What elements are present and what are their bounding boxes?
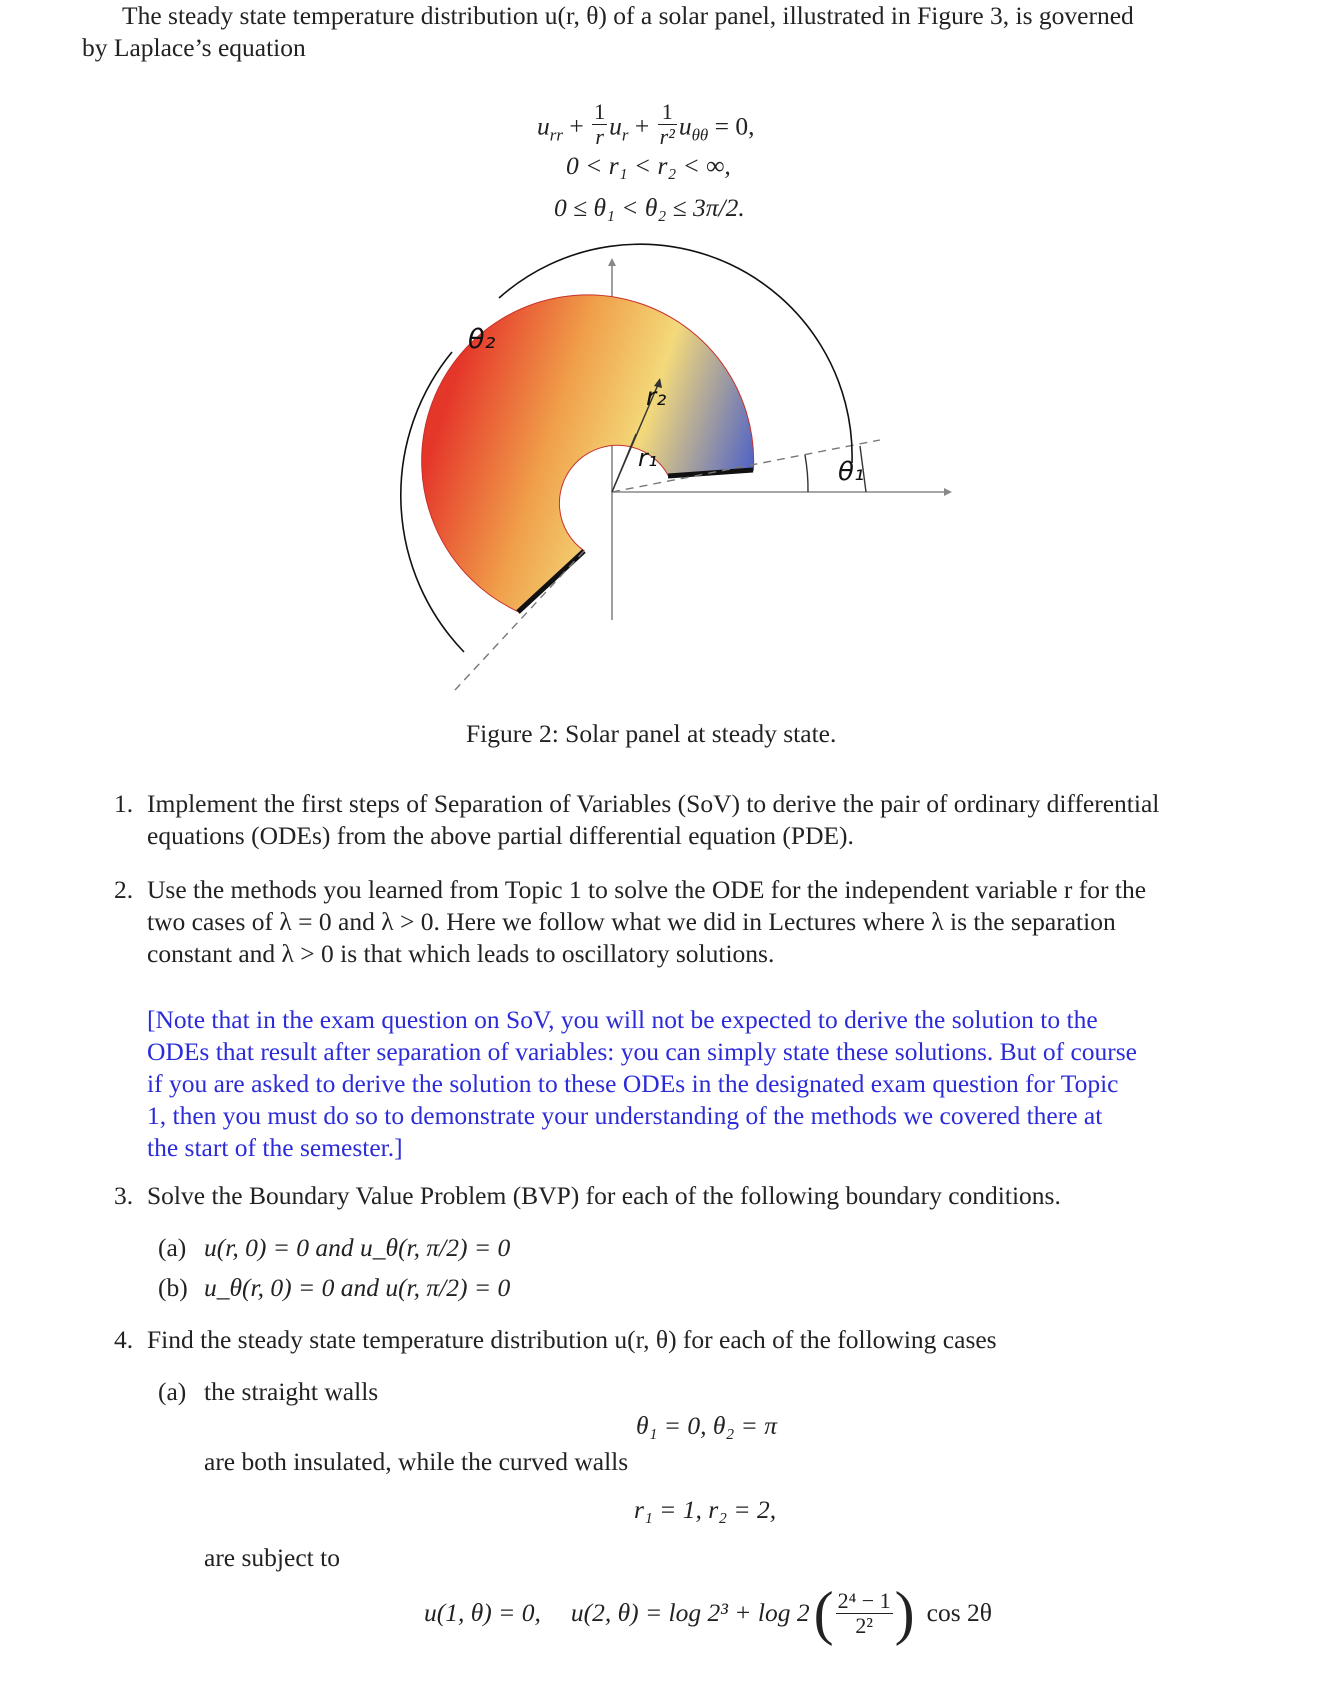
r-boundary-equation: r₁ = 1, r₂ = 2, [634,1495,777,1524]
item-4a-text: the straight walls [204,1377,379,1406]
item-2-line-3: constant and λ > 0 is that which leads to oscillatory solutions. [147,939,775,968]
note-line-4: 1, then you must do so to demonstrate your understanding of the methods we covered there at [147,1101,1103,1130]
item-3-number: 3. [114,1181,134,1210]
insulated-text: are both insulated, while the curved walls [204,1447,629,1476]
item-3a-text: u(r, 0) = 0 and u_θ(r, π/2) = 0 [204,1233,511,1262]
figure-caption: Figure 2: Solar panel at steady state. [466,719,837,748]
item-2-line-2: two cases of λ = 0 and λ > 0. Here we follow what we did in Lectures where λ is the separation [147,907,1116,936]
item-1-line-1: Implement the first steps of Separation of Variables (SoV) to derive the pair of ordinary differential [147,789,1160,818]
intro-line-2: by Laplace’s equation [82,33,306,62]
item-3-text: Solve the Boundary Value Problem (BVP) for each of the following boundary conditions. [147,1181,1061,1210]
r1-label: r₁ [638,444,658,472]
note-line-3: if you are asked to derive the solution to these ODEs in the designated exam question for Topic [147,1069,1119,1098]
theta1-arc [805,455,808,492]
laplace-equation: $u_{rr}$ + $\frac{1}{r}$ $u_r$ + $\frac{1}{\text{r²}}$ $u_{\theta\theta} = 0$, [537,99,755,149]
item-4-number: 4. [114,1325,134,1354]
item-3b-label: (b) [158,1273,188,1302]
note-line-1: [Note that in the exam question on SoV, you will not be expected to derive the solution to the [147,1005,1098,1034]
item-1-number: 1. [114,789,134,818]
theta2-label: θ₂ [468,324,496,355]
item-3b-text: u_θ(r, 0) = 0 and u(r, π/2) = 0 [204,1273,511,1302]
intro-line-1: The steady state temperature distribution u(r, θ) of a solar panel, illustrated in Figure 3, is governed [122,1,1134,30]
note-line-5: the start of the semester.] [147,1133,403,1162]
theta1-label: θ₁ [838,457,865,487]
x-axis-arrow [944,488,952,496]
item-2-line-1: Use the methods you learned from Topic 1 to solve the ODE for the independent variable r for the [147,875,1147,904]
subject-text: are subject to [204,1543,340,1572]
item-3a-label: (a) [158,1233,187,1262]
solar-panel-figure [0,0,1320,760]
item-4-text: Find the steady state temperature distribution u(r, θ) for each of the following cases [147,1325,997,1354]
y-axis-arrow [608,258,616,266]
theta-constraint: 0 ≤ θ₁ < θ₂ ≤ 3π/2. [554,193,745,222]
r2-label: r₂ [646,382,667,411]
note-line-2: ODEs that result after separation of variables: you can simply state these solutions. But of course [147,1037,1138,1066]
curved-wall-boundary-conditions: u(1, θ) = 0, u(2, θ) = log 2³ + log 2 ( $\frac{\text{2⁴ − 1}}{\text{2²}}$ ) cos 2θ [424,1580,992,1646]
theta-boundary-equation: θ₁ = 0, θ₂ = π [636,1411,777,1440]
item-1-line-2: equations (ODEs) from the above partial differential equation (PDE). [147,821,854,850]
item-4a-label: (a) [158,1377,187,1406]
item-2-number: 2. [114,875,134,904]
r-constraint: 0 < r₁ < r₂ < ∞, [566,151,731,180]
